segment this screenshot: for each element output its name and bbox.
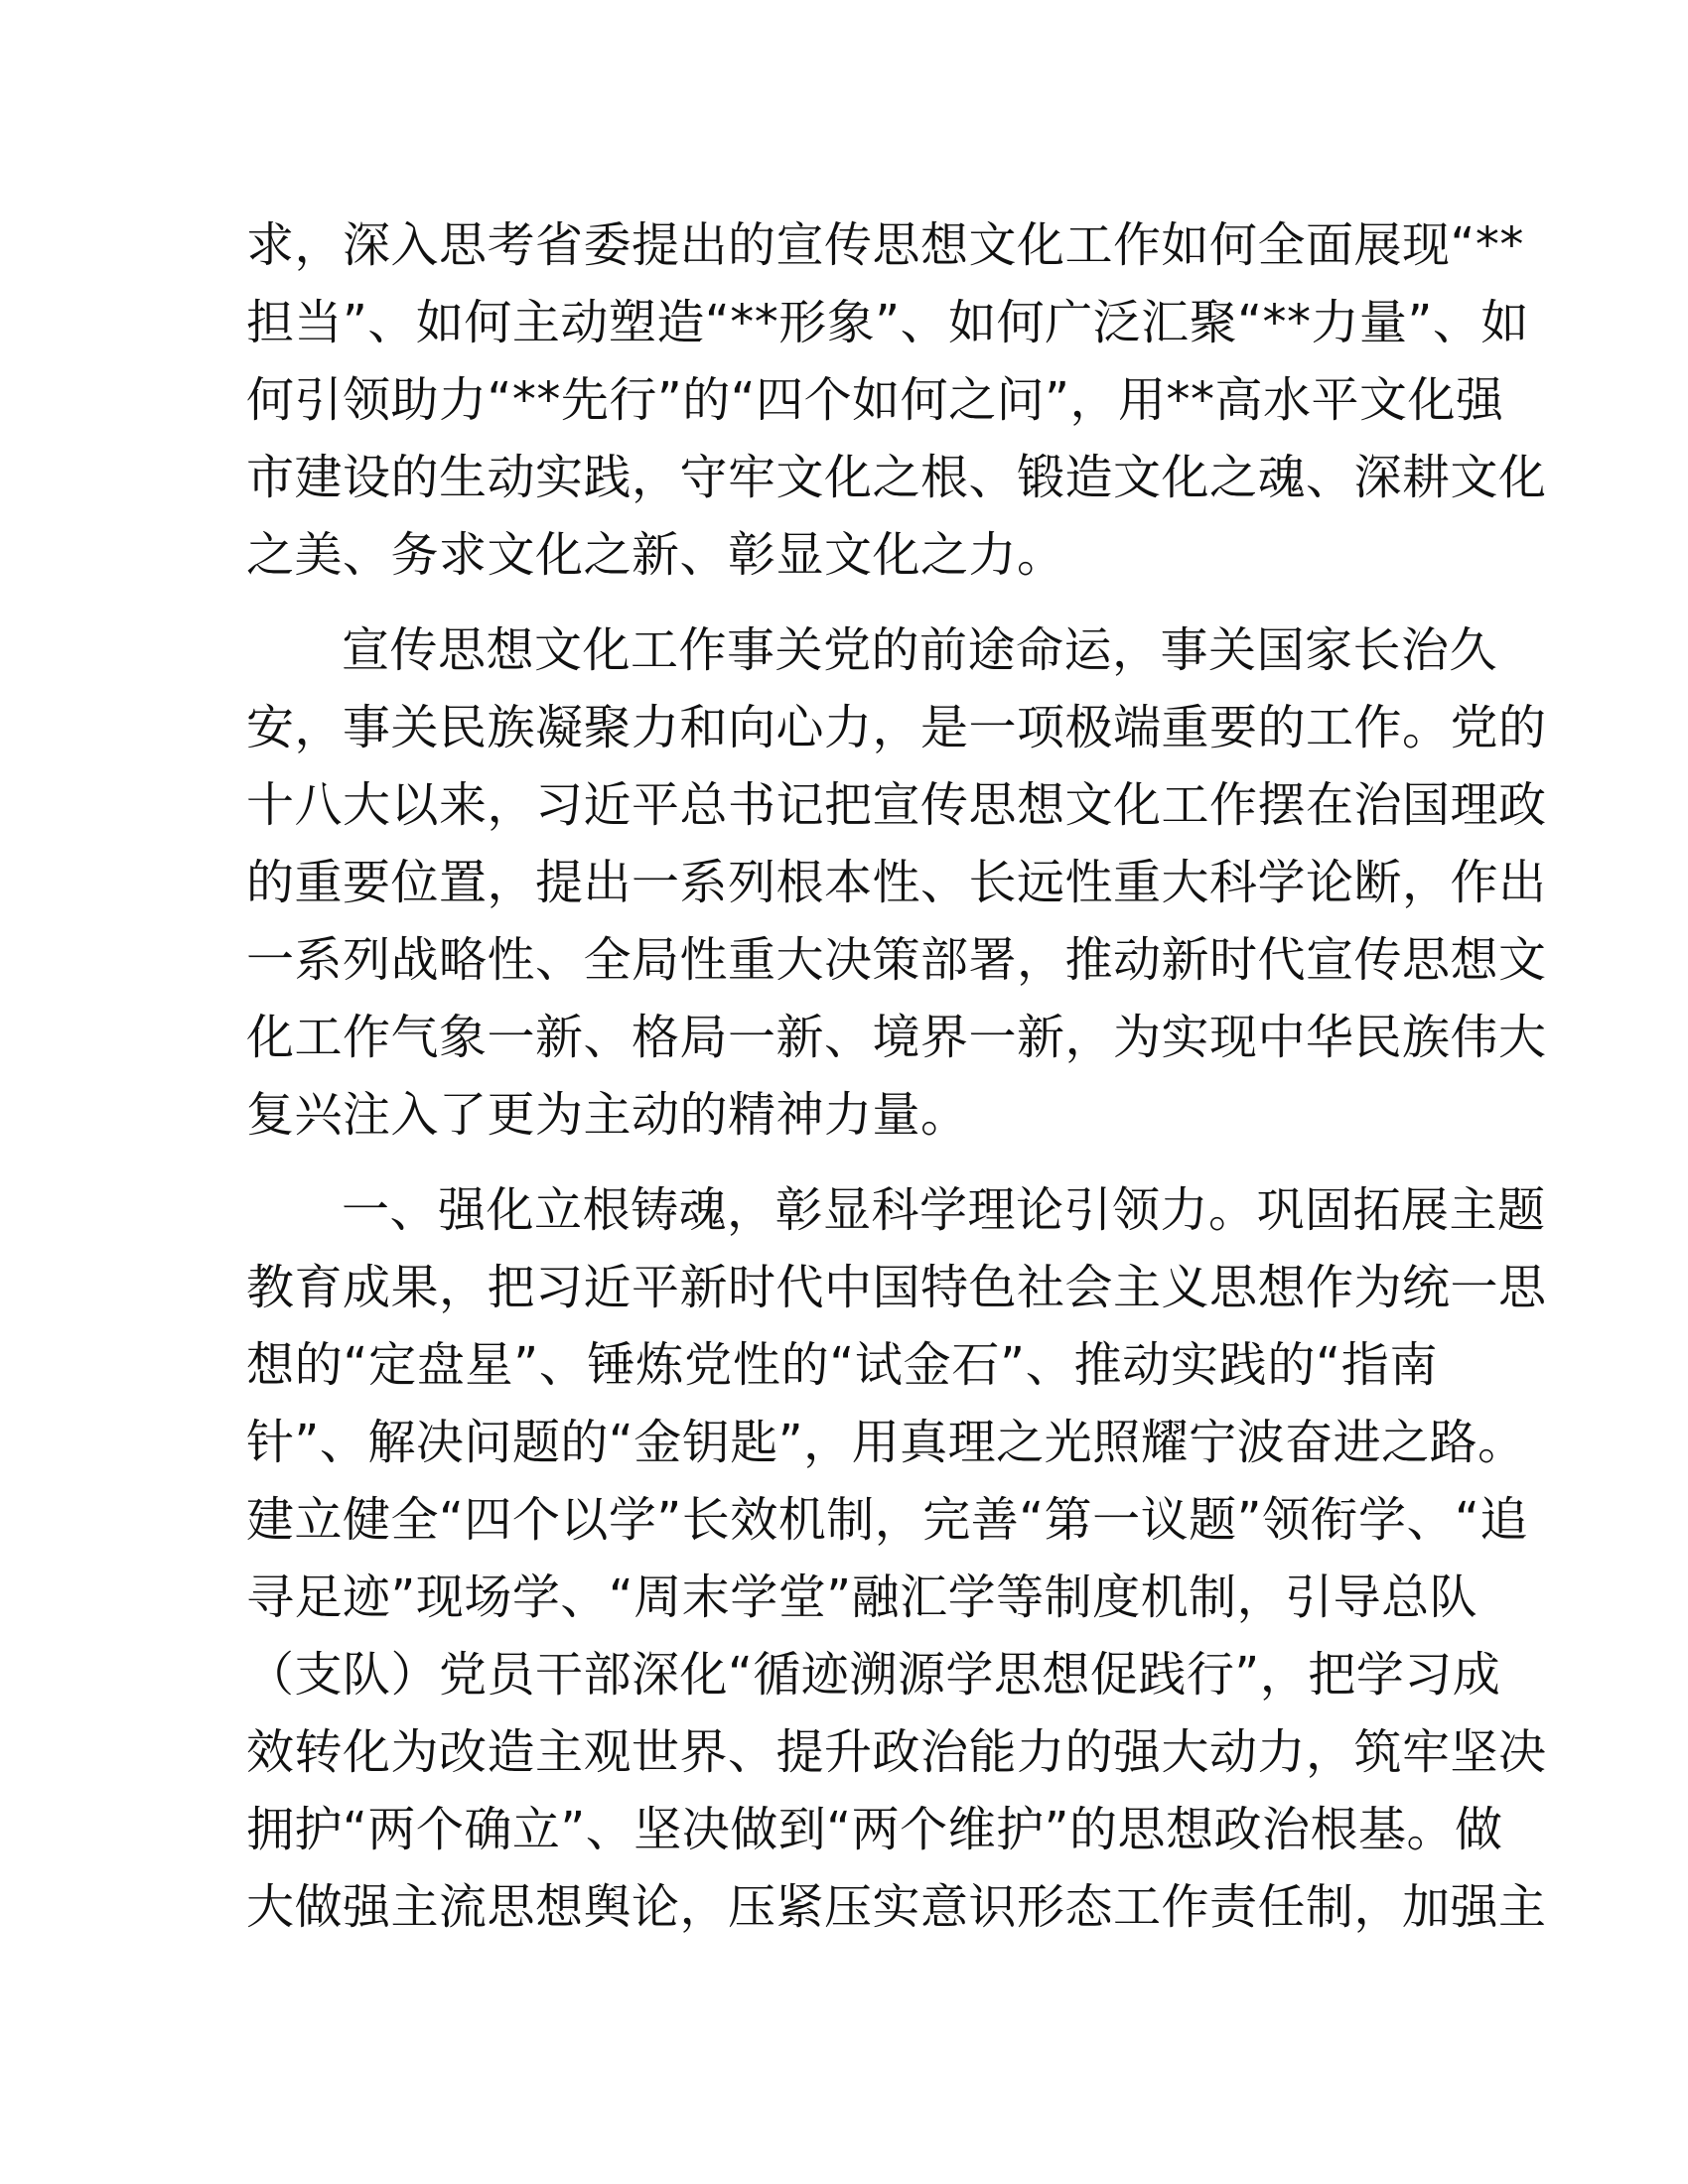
text-line: 建立健全“四个以学”长效机制，完善“第一议题”领衔学、“追 <box>246 1492 1528 1548</box>
text-line: 求，深入思考省委提出的宣传思想文化工作如何全面展现“** <box>246 217 1524 273</box>
text-line: （支队）党员干部深化“循迹溯源学思想促践行”，把学习成 <box>246 1647 1501 1703</box>
text-line: 十八大以来，习近平总书记把宣传思想文化工作摆在治国理政 <box>246 777 1547 833</box>
text-line: 何引领助力“**先行”的“四个如何之问”，用**高水平文化强 <box>246 372 1504 428</box>
paragraph-1 <box>246 206 1547 594</box>
paragraph-2 <box>246 612 1547 1154</box>
text-line: 大做强主流思想舆论，压紧压实意识形态工作责任制，加强主 <box>246 1879 1547 1935</box>
text-line: 安，事关民族凝聚力和向心力，是一项极端重要的工作。党的 <box>246 700 1547 755</box>
text-line: 的重要位置，提出一系列根本性、长远性重大科学论断，作出 <box>246 855 1547 910</box>
text-line: 市建设的生动实践，守牢文化之根、锻造文化之魂、深耕文化 <box>246 450 1547 505</box>
text-line: 之美、务求文化之新、彰显文化之力。 <box>246 527 1065 583</box>
text-line: 复兴注入了更为主动的精神力量。 <box>246 1087 969 1143</box>
text-line: 担当”、如何主动塑造“**形象”、如何广泛汇聚“**力量”、如 <box>246 295 1529 350</box>
text-line: 想的“定盘星”、锤炼党性的“试金石”、推动实践的“指南 <box>246 1337 1438 1393</box>
text-line: 一系列战略性、全局性重大决策部署，推动新时代宣传思想文 <box>246 932 1547 988</box>
text-line: 效转化为改造主观世界、提升政治能力的强大动力，筑牢坚决 <box>246 1724 1547 1780</box>
text-line: 拥护“两个确立”、坚决做到“两个维护”的思想政治根基。做 <box>246 1802 1503 1857</box>
paragraph-3 <box>246 1171 1547 1946</box>
text-line: 化工作气象一新、格局一新、境界一新，为实现中华民族伟大 <box>246 1010 1547 1065</box>
text-line: 寻足迹”现场学、“周末学堂”融汇学等制度机制，引导总队 <box>246 1570 1478 1625</box>
document-body <box>246 206 1547 1964</box>
text-line: 教育成果，把习近平新时代中国特色社会主义思想作为统一思 <box>246 1260 1547 1315</box>
text-line: 宣传思想文化工作事关党的前途命运，事关国家长治久 <box>342 622 1498 678</box>
text-line: 一、强化立根铸魂，彰显科学理论引领力。巩固拓展主题 <box>342 1182 1546 1238</box>
text-line: 针”、解决问题的“金钥匙”，用真理之光照耀宁波奋进之路。 <box>246 1415 1526 1470</box>
